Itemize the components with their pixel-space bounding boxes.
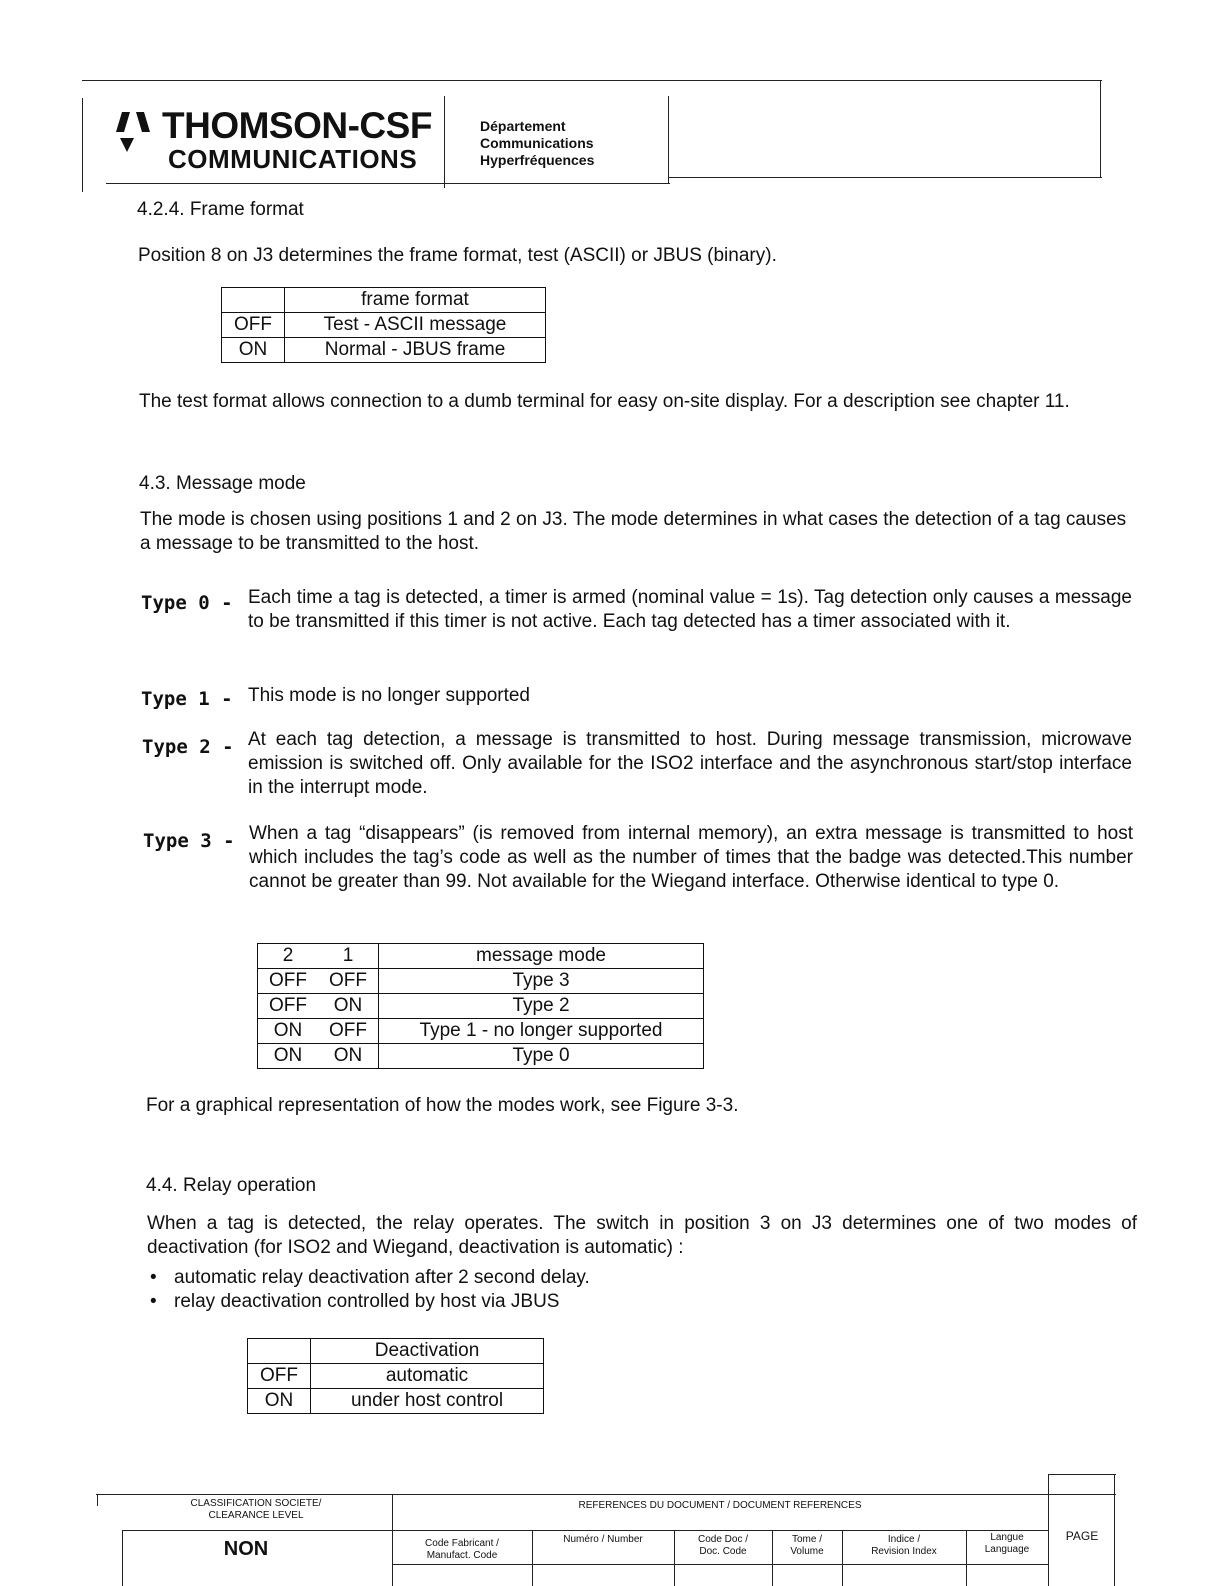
footer-rule: [532, 1530, 533, 1586]
table-cell: ON: [318, 994, 379, 1019]
type-label: Type 3 -: [143, 830, 235, 852]
footer-column-label-line: Manufact. Code: [426, 1550, 498, 1561]
footer-column-label: [774, 1534, 840, 1558]
footer-rule: [1048, 1474, 1116, 1475]
header-top-rule: [82, 80, 1102, 81]
type-description: Each time a tag is detected, a timer is armed (nominal value = 1s). Tag detection only causes a message to be transmitted if this timer is not active. Each tag detected has a timer associated with it.: [248, 587, 1132, 632]
footer-column-label: [968, 1532, 1046, 1556]
brand-name: THOMSON-CSF: [162, 105, 432, 146]
message-mode-intro: The mode is chosen using positions 1 and 2 on J3. The mode determines in what cases the detection of a tag causes a message to be transmitted to the host.: [140, 509, 1127, 554]
frame-format-table: [221, 287, 546, 363]
table-cell: Type 3: [379, 969, 704, 994]
table-cell: Normal - JBUS frame: [285, 338, 546, 363]
footer-column-label: [844, 1534, 964, 1558]
table-header-cell: 2: [258, 944, 319, 969]
frame-format-intro: Position 8 on J3 determines the frame format, test (ASCII) or JBUS (binary).: [138, 245, 777, 266]
department-line: Communications: [480, 135, 594, 151]
classification-label-line: CLEARANCE LEVEL: [208, 1510, 304, 1521]
footer-column-label: [676, 1534, 770, 1558]
type-description: This mode is no longer supported: [248, 685, 530, 706]
table-header-cell: 1: [318, 944, 379, 969]
table-cell: ON: [248, 1389, 311, 1414]
footer-column-label-line: Doc. Code: [699, 1546, 747, 1557]
section-heading-frame-format: 4.2.4. Frame format: [137, 199, 304, 220]
section-heading-relay-operation: 4.4. Relay operation: [146, 1175, 317, 1196]
table-cell: under host control: [311, 1389, 544, 1414]
table-row: [258, 1044, 704, 1069]
footer-column-label-line: Indice /: [887, 1534, 921, 1545]
footer-rule: [122, 1530, 1048, 1531]
deactivation-table: [247, 1338, 544, 1414]
table-row: [248, 1389, 544, 1414]
footer-rule: [1048, 1474, 1049, 1586]
table-row: [248, 1364, 544, 1389]
footer-column-label-line: Volume: [790, 1546, 824, 1557]
footer-rule: [392, 1564, 1048, 1565]
footer-column-label-line: Code Fabricant /: [425, 1538, 499, 1549]
table-row: [258, 944, 704, 969]
footer-rule: [842, 1530, 843, 1586]
table-cell: OFF: [258, 969, 319, 994]
table-header-cell: [248, 1339, 311, 1364]
classification-value: NON: [223, 1538, 269, 1560]
frame-format-note: The test format allows connection to a dumb terminal for easy on-site display. For a description see chapter 11.: [139, 391, 1070, 412]
header-bottom-rule: [106, 183, 670, 184]
message-mode-table: [257, 943, 704, 1069]
type-label: Type 1 -: [141, 688, 233, 710]
table-cell: Type 1 - no longer supported: [379, 1019, 704, 1044]
footer-rule: [674, 1530, 675, 1586]
table-row: [222, 338, 546, 363]
page-label: PAGE: [1065, 1529, 1099, 1543]
classification-label: [126, 1498, 386, 1522]
footer-rule: [97, 1494, 98, 1506]
footer-rule: [966, 1530, 967, 1586]
footer-column-label-line: Numéro / Number: [563, 1534, 643, 1545]
table-row: [222, 288, 546, 313]
table-header-cell: [222, 288, 285, 313]
type-description: At each tag detection, a message is transmitted to host. During message transmission, microwave emission is switched off. Only available for the ISO2 interface and the asynchronous start/stop interface in the interrupt mode.: [248, 729, 1132, 798]
footer-column-label-line: Code Doc /: [697, 1534, 749, 1545]
footer-column-label: [534, 1534, 672, 1546]
table-cell: OFF: [318, 969, 379, 994]
table-cell: OFF: [258, 994, 319, 1019]
header-right-rule: [1100, 80, 1101, 178]
list-item: • automatic relay deactivation after 2 second delay.: [146, 1266, 1136, 1290]
table-row: [222, 313, 546, 338]
footer-rule: [772, 1530, 773, 1586]
department-block: [480, 118, 594, 169]
table-cell: Test - ASCII message: [285, 313, 546, 338]
footer-column-label-line: Language: [984, 1544, 1030, 1555]
footer-column-label-line: Tome /: [791, 1534, 822, 1545]
classification-label-line: CLASSIFICATION SOCIETE/: [190, 1498, 322, 1509]
footer-column-label-line: Revision Index: [871, 1546, 937, 1557]
type-description: When a tag “disappears” (is removed from internal memory), an extra message is transmitted to host which includes the tag’s code as well as the number of times that the badge was detected.This number cannot be greater than 99. Not available for the Wiegand interface. Otherwise identical to type 0.: [249, 823, 1133, 892]
table-row: [258, 969, 704, 994]
table-header-cell: frame format: [285, 288, 546, 313]
table-row: [258, 1019, 704, 1044]
table-cell: OFF: [248, 1364, 311, 1389]
table-cell: ON: [258, 1044, 319, 1069]
table-cell: automatic: [311, 1364, 544, 1389]
document-footer: [96, 1474, 1116, 1586]
header-divider: [668, 96, 669, 184]
type-label: Type 2 -: [142, 736, 234, 758]
table-cell: Type 2: [379, 994, 704, 1019]
table-header-cell: Deactivation: [311, 1339, 544, 1364]
message-mode-note: For a graphical representation of how the modes work, see Figure 3-3.: [146, 1095, 739, 1116]
table-cell: OFF: [222, 313, 285, 338]
section-heading-message-mode: 4.3. Message mode: [139, 473, 306, 494]
brand-subtitle: COMMUNICATIONS: [168, 144, 418, 174]
type-label: Type 0 -: [141, 592, 233, 614]
table-row: [258, 994, 704, 1019]
table-cell: ON: [222, 338, 285, 363]
table-cell: Type 0: [379, 1044, 704, 1069]
header-left-rule: [82, 98, 83, 192]
table-cell: ON: [318, 1044, 379, 1069]
table-header-cell: message mode: [379, 944, 704, 969]
footer-rule: [1114, 1474, 1115, 1586]
relay-mode-list: [146, 1266, 1136, 1314]
footer-column-label-line: Langue: [990, 1532, 1024, 1543]
table-cell: OFF: [318, 1019, 379, 1044]
table-row: [248, 1339, 544, 1364]
table-cell: ON: [258, 1019, 319, 1044]
footer-rule: [96, 1494, 1116, 1495]
department-line: Département: [480, 118, 566, 134]
footer-column-label: [394, 1538, 530, 1562]
department-line: Hyperfréquences: [480, 152, 595, 168]
list-item: • relay deactivation controlled by host via JBUS: [146, 1290, 1136, 1314]
footer-rule: [122, 1530, 123, 1586]
header-bottom-rule: [668, 177, 1102, 178]
document-references-title: REFERENCES DU DOCUMENT / DOCUMENT REFERENCES: [578, 1500, 862, 1511]
header-divider: [444, 96, 445, 188]
relay-operation-intro: When a tag is detected, the relay operates. The switch in position 3 on J3 determines one of two modes of deactivation (for ISO2 and Wiegand, deactivation is automatic) :: [147, 1213, 1137, 1258]
thomson-logo-icon: [110, 110, 156, 154]
